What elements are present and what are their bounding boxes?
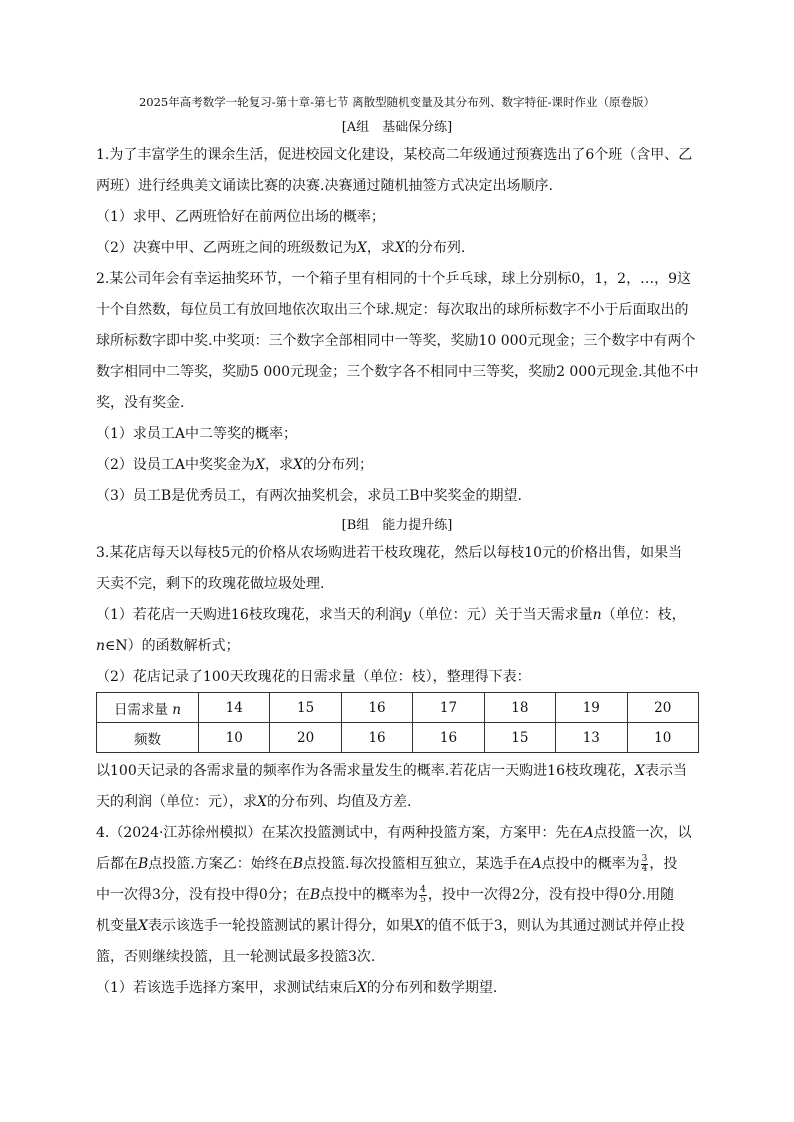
q4-l4-text-a: 机变量 [96, 918, 138, 934]
q4-part1-text-b: 的分布列和数学期望. [366, 980, 498, 996]
table-cell: 14 [199, 693, 270, 723]
q3-part1-line2-var: n [96, 638, 106, 654]
q3-after-line1 [96, 756, 700, 787]
fraction-four-fifths [419, 886, 427, 905]
q1-stem-line2: 两班）进行经典美文诵读比赛的决赛.决赛通过随机抽签方式决定出场顺序. [96, 178, 553, 194]
table-cell: 18 [484, 693, 555, 723]
q4-l1-text-b: 点投篮一次，以 [593, 825, 692, 841]
q4-l2-var2: B [292, 856, 304, 872]
table-var-n: n [172, 701, 181, 718]
table-cell: 13 [556, 723, 627, 753]
q2-part2-text-b: ，求 [265, 457, 293, 473]
q4-line1 [96, 818, 700, 849]
q4-l4-var2: X [413, 918, 424, 934]
q3-after1-text: 以100天记录的各需求量的频率作为各需求量发生的概率.若花店一天购进16枝玫瑰花， [96, 763, 635, 779]
q4-l3-var: B [309, 887, 321, 903]
q3-part1-line2 [96, 631, 700, 662]
q2-part2-text-a: （2）设员工A中奖奖金为 [96, 457, 256, 473]
q4-l3-text-c: ，投中一次得2分，没有投中得0分.用随 [427, 887, 675, 903]
question-4 [96, 818, 700, 1004]
section-a-title: [A组 基础保分练] [341, 120, 453, 135]
table-cell: 19 [556, 693, 627, 723]
section-b-title: [B组 能力提升练] [341, 518, 453, 533]
q3-part1-line2-text: ∈N）的函数解析式； [105, 638, 240, 654]
question-3 [96, 538, 700, 693]
q2-part1: （1）求员工A中二等奖的概率； [96, 426, 298, 442]
q3-after2-text-a: 天的利润（单位：元），求 [96, 794, 257, 810]
fraction-denominator: 5 [420, 894, 426, 905]
table-cell: 20 [270, 723, 341, 753]
q2-line-4: 数字相同中二等奖，奖励5 000元现金；三个数字各不相同中三等奖，奖励2 000元现金.其他不中 [96, 364, 699, 380]
q3-part1 [96, 600, 700, 631]
q4-part1-var: X [356, 980, 367, 996]
q4-l1-var: A [583, 825, 594, 841]
q4-l2-var: B [138, 856, 149, 872]
q4-l2-text-d: 点投中的概率为 [541, 856, 640, 872]
q4-line5: 篮，否则继续投篮，且一轮测试最多投篮3次. [96, 949, 376, 965]
q2-line-2: 十个自然数，每位员工有放回地依次取出三个球.规定：每次取出的球所标数字不小于后面取出的 [96, 302, 689, 318]
q1-part2 [96, 233, 700, 264]
q3-part1-text-c: （单位：枝， [601, 607, 686, 623]
q1-part2-var2: X [394, 240, 405, 256]
q4-l4-text-b: 表示该选手一轮投篮测试的累计得分，如果 [147, 918, 414, 934]
q3-after-line2 [96, 787, 700, 818]
q3-part1-var: y [402, 607, 411, 623]
q2-part2-var2: X [293, 457, 303, 473]
q2-part2 [96, 450, 700, 481]
q1-part2-text-c: 的分布列. [404, 240, 466, 256]
q4-l2-text-c: 点投篮.每次投篮相互独立，某选手在 [303, 856, 532, 872]
q3-after1-text-b: 表示当 [644, 763, 687, 779]
q4-part1 [96, 973, 700, 1004]
q2-part2-text-c: 的分布列； [302, 457, 373, 473]
table-cell: 16 [413, 723, 484, 753]
question-3-continued [96, 756, 700, 818]
q2-line-3: 球所标数字即中奖.中奖项：三个数字全部相同中一等奖，奖励10 000元现金；三个数字中有两个 [96, 333, 696, 349]
table-cell: 15 [270, 693, 341, 723]
q3-part1-text-b: （单位：元）关于当天需求量 [410, 607, 593, 623]
q1-part2-text-a: （2）决赛中甲、乙两班之间的班级数记为 [96, 240, 357, 256]
q4-line2 [96, 849, 700, 880]
q3-part2: （2）花店记录了100天玫瑰花的日需求量（单位：枝），整理得下表： [96, 669, 531, 685]
q4-l4-var: X [138, 918, 148, 934]
q3-line2: 天卖不完，剩下的玫瑰花做垃圾处理. [96, 576, 325, 592]
q3-after2-var: X [257, 794, 267, 810]
q4-l4-text-c: 的值不低于3，则认为其通过测试并停止投 [423, 918, 685, 934]
table-cell: 20 [627, 693, 698, 723]
q4-l1-text-a: 4.（2024·江苏徐州模拟）在某次投篮测试中，有两种投篮方案，方案甲：先在 [96, 825, 584, 841]
table-cell: 10 [627, 723, 698, 753]
q3-part1-var2: n [592, 607, 602, 623]
q2-part2-var: X [255, 457, 265, 473]
table-cell: 16 [341, 693, 412, 723]
fraction-three-quarters [641, 855, 649, 874]
demand-frequency-table [96, 692, 699, 753]
q1-part1: （1）求甲、乙两班恰好在前两位出场的概率； [96, 209, 385, 225]
q3-after1-var: X [634, 763, 645, 779]
table-row [97, 693, 699, 723]
fraction-numerator: 4 [420, 884, 426, 895]
q2-line-1: 2.某公司年会有幸运抽奖环节，一个箱子里有相同的十个乒乓球，球上分别标0，1，2，…，9这 [96, 271, 691, 287]
q1-part2-text-b: ，求 [366, 240, 395, 256]
q3-line1: 3.某花店每天以每枝5元的价格从农场购进若干枝玫瑰花，然后以每枝10元的价格出售，如果当 [96, 545, 683, 561]
q3-after2-text-b: 的分布列、均值及方差. [266, 794, 412, 810]
q4-line4 [96, 911, 700, 942]
q4-l3-text-a: 中一次得3分，没有投中得0分；在 [96, 887, 310, 903]
q2-part3: （3）员工B是优秀员工，有两次抽奖机会，求员工B中奖奖金的期望. [96, 488, 522, 504]
table-header-demand [97, 693, 199, 723]
q1-part2-var: X [356, 240, 367, 256]
question-1 [96, 140, 700, 264]
table-cell: 10 [199, 723, 270, 753]
q4-l2-var3: A [531, 856, 542, 872]
table-cell: 16 [341, 723, 412, 753]
q2-line-5: 奖，没有奖金. [96, 395, 185, 411]
q4-l3-text-b: 点投中的概率为 [320, 887, 419, 903]
fraction-numerator: 3 [641, 853, 648, 864]
q4-l2-text-e: ，投 [649, 856, 678, 872]
table-label-demand: 日需求量 [114, 701, 168, 718]
q4-l2-text-b: 点投篮.方案乙：始终在 [148, 856, 293, 872]
q4-part1-text-a: （1）若该选手选择方案甲，求测试结束后 [96, 980, 357, 996]
table-header-frequency: 频数 [97, 723, 199, 753]
question-2 [96, 264, 700, 512]
fraction-denominator: 4 [641, 863, 648, 874]
q4-l2-text-a: 后都在 [96, 856, 138, 872]
q3-part1-text-a: （1）若花店一天购进16枝玫瑰花，求当天的利润 [96, 607, 403, 623]
q4-line3 [96, 880, 700, 911]
table-cell: 15 [484, 723, 555, 753]
document-header: 2025年高考数学一轮复习-第十章-第七节 离散型随机变量及其分布列、数字特征-课时作业（原卷版） [138, 95, 656, 109]
table-cell: 17 [413, 693, 484, 723]
table-row [97, 723, 699, 753]
q1-stem-line1: 1.为了丰富学生的课余生活，促进校园文化建设，某校高二年级通过预赛选出了6个班（含甲、乙 [96, 147, 693, 163]
